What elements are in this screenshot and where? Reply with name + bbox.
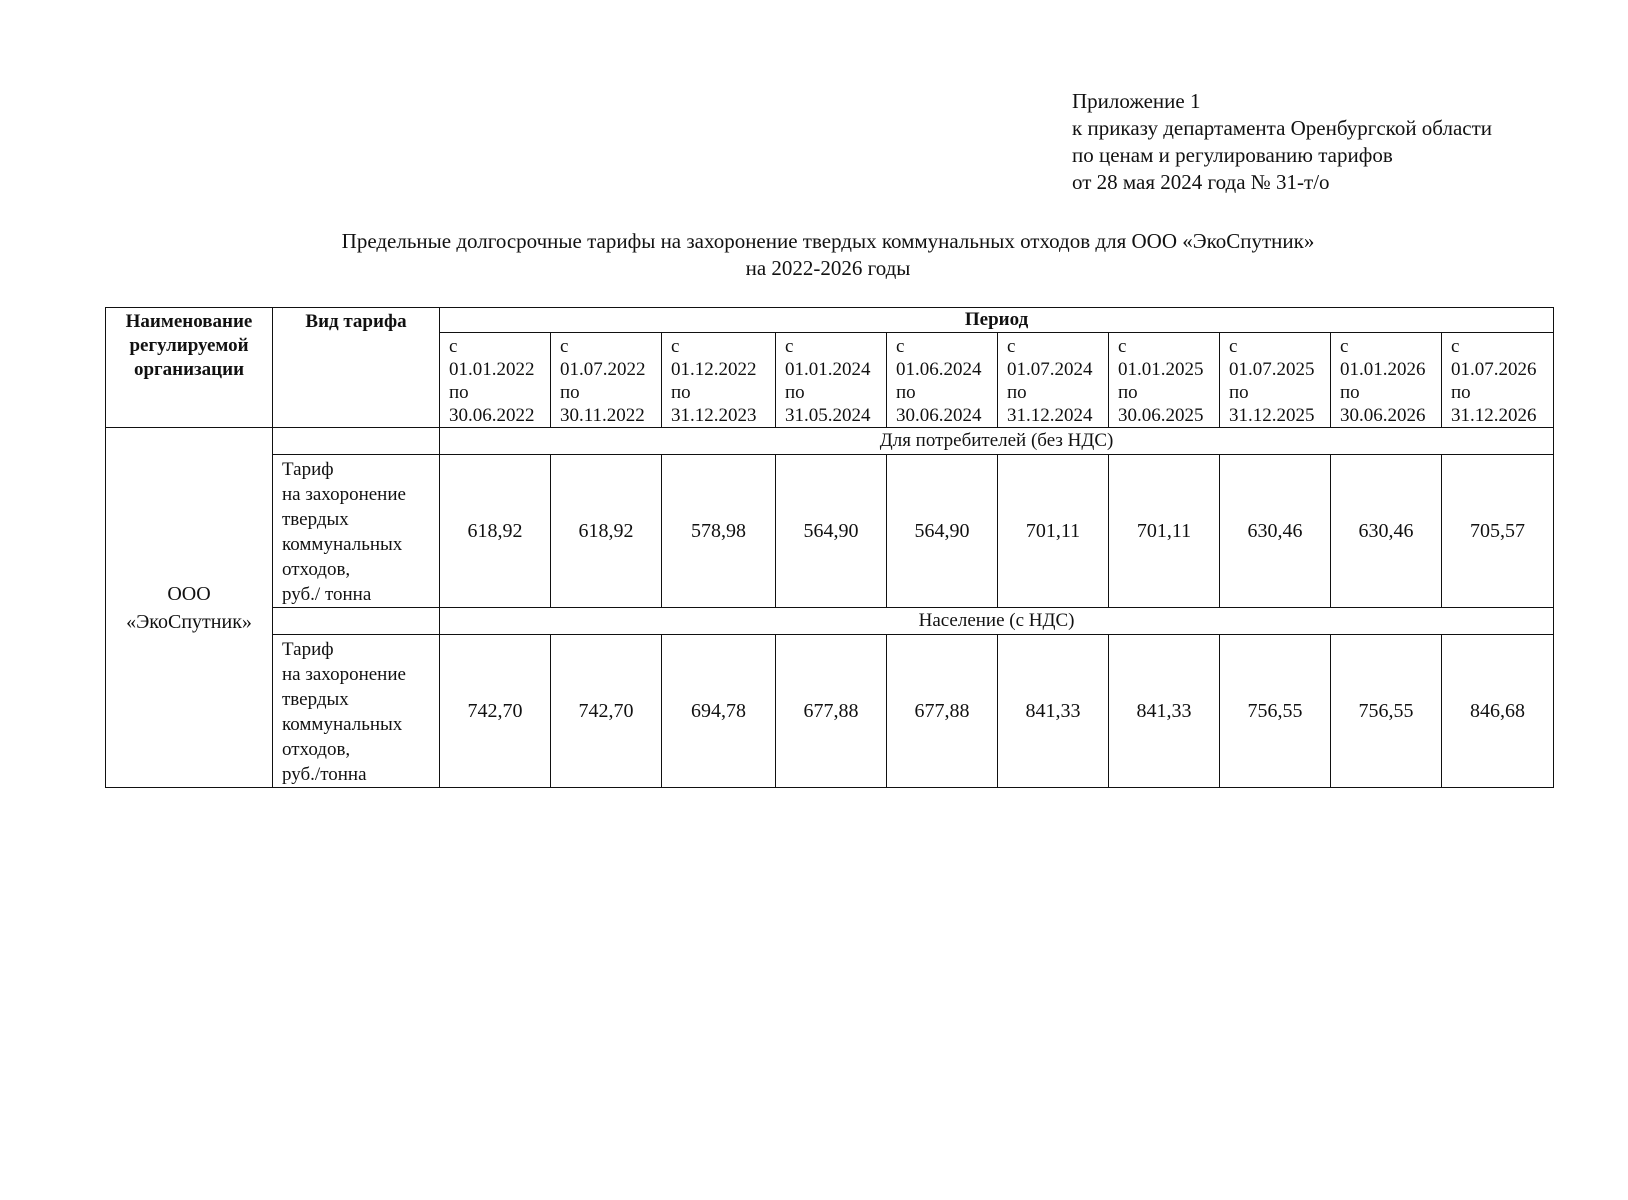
period-from: 01.01.2024	[785, 359, 871, 380]
period-cell	[440, 333, 551, 428]
period-from: 01.12.2022	[671, 359, 757, 380]
tariff-value: 694,78	[662, 635, 776, 788]
period-from: 01.07.2025	[1229, 359, 1315, 380]
appendix-line: от 28 мая 2024 года № 31-т/о	[1072, 170, 1330, 194]
period-from: 01.06.2024	[896, 359, 982, 380]
period-to: 30.06.2026	[1340, 405, 1426, 426]
period-po: по	[896, 382, 916, 403]
tariff-type-cell	[273, 455, 440, 608]
appendix-line: к приказу департамента Оренбургской области	[1072, 116, 1492, 140]
tariff-value: 841,33	[998, 635, 1109, 788]
period-cell	[1109, 333, 1220, 428]
table-row	[106, 455, 1554, 608]
group-row	[106, 428, 1554, 455]
group-label-consumers: Для потребителей (без НДС)	[440, 428, 1554, 455]
period-to: 30.06.2022	[449, 405, 535, 426]
header-tariff-type: Вид тарифа	[273, 308, 440, 428]
tariff-type-line: отходов,	[282, 739, 351, 760]
period-to: 30.11.2022	[560, 405, 645, 426]
period-to: 31.05.2024	[785, 405, 871, 426]
tariff-value: 756,55	[1331, 635, 1442, 788]
tariff-value: 630,46	[1331, 455, 1442, 608]
period-c: с	[896, 336, 905, 357]
period-from: 01.07.2024	[1007, 359, 1093, 380]
tariff-type-line: на захоронение	[282, 664, 406, 685]
appendix-line: Приложение 1	[1072, 89, 1201, 113]
group-label-population: Население (с НДС)	[440, 608, 1554, 635]
period-c: с	[1118, 336, 1127, 357]
tariff-value: 564,90	[887, 455, 998, 608]
period-from: 01.07.2022	[560, 359, 646, 380]
tariff-value: 756,55	[1220, 635, 1331, 788]
tariff-value: 841,33	[1109, 635, 1220, 788]
period-to: 30.06.2025	[1118, 405, 1204, 426]
tariff-value: 578,98	[662, 455, 776, 608]
period-c: с	[671, 336, 680, 357]
tariff-value: 705,57	[1442, 455, 1554, 608]
period-to: 31.12.2026	[1451, 405, 1537, 426]
period-po: по	[1340, 382, 1360, 403]
group-row	[106, 608, 1554, 635]
period-po: по	[560, 382, 580, 403]
period-c: с	[785, 336, 794, 357]
period-from: 01.01.2025	[1118, 359, 1204, 380]
appendix-reference	[1072, 88, 1492, 196]
period-cell	[551, 333, 662, 428]
tariff-value: 846,68	[1442, 635, 1554, 788]
period-po: по	[671, 382, 691, 403]
tariff-table	[105, 307, 1554, 788]
period-po: по	[1229, 382, 1249, 403]
period-from: 01.01.2026	[1340, 359, 1426, 380]
appendix-line: по ценам и регулированию тарифов	[1072, 143, 1393, 167]
period-po: по	[1118, 382, 1138, 403]
title-line-1: Предельные долгосрочные тарифы на захоронение твердых коммунальных отходов для ООО «ЭкоСпутник»	[341, 229, 1315, 253]
tariff-type-cell	[273, 635, 440, 788]
period-to: 31.12.2024	[1007, 405, 1093, 426]
tariff-value: 677,88	[887, 635, 998, 788]
period-c: с	[1340, 336, 1349, 357]
header-period: Период	[440, 308, 1554, 333]
period-po: по	[1007, 382, 1027, 403]
tariff-type-line: коммунальных	[282, 534, 403, 555]
tariff-type-line: коммунальных	[282, 714, 403, 735]
period-po: по	[1451, 382, 1471, 403]
tariff-type-line: твердых	[282, 509, 349, 530]
tariff-value: 677,88	[776, 635, 887, 788]
tariff-type-line: твердых	[282, 689, 349, 710]
tariff-value: 701,11	[1109, 455, 1220, 608]
header-row	[106, 308, 1554, 333]
period-c: с	[1007, 336, 1016, 357]
period-c: с	[1451, 336, 1460, 357]
period-cell	[887, 333, 998, 428]
tariff-type-line: отходов,	[282, 559, 351, 580]
org-name: ООО «ЭкоСпутник»	[106, 428, 273, 788]
period-cell	[776, 333, 887, 428]
tariff-type-line: Тариф	[282, 639, 334, 660]
tariff-type-line: руб./тонна	[282, 764, 367, 785]
group-spacer	[273, 428, 440, 455]
period-to: 30.06.2024	[896, 405, 982, 426]
group-spacer	[273, 608, 440, 635]
title-line-2: на 2022-2026 годы	[745, 256, 911, 280]
period-cell	[1331, 333, 1442, 428]
tariff-value: 630,46	[1220, 455, 1331, 608]
period-c: с	[560, 336, 569, 357]
period-c: с	[1229, 336, 1238, 357]
period-po: по	[449, 382, 469, 403]
period-from: 01.07.2026	[1451, 359, 1537, 380]
tariff-value: 742,70	[440, 635, 551, 788]
period-to: 31.12.2023	[671, 405, 757, 426]
table-row	[106, 635, 1554, 788]
tariff-type-line: на захоронение	[282, 484, 406, 505]
period-cell	[662, 333, 776, 428]
period-cell	[998, 333, 1109, 428]
period-cell	[1220, 333, 1331, 428]
period-c: с	[449, 336, 458, 357]
tariff-value: 564,90	[776, 455, 887, 608]
period-po: по	[785, 382, 805, 403]
tariff-type-line: руб./ тонна	[282, 584, 372, 605]
tariff-value: 618,92	[440, 455, 551, 608]
header-org: Наименование регулируемой организации	[106, 308, 273, 428]
document-title	[0, 228, 1628, 282]
tariff-value: 618,92	[551, 455, 662, 608]
tariff-type-line: Тариф	[282, 459, 334, 480]
tariff-value: 742,70	[551, 635, 662, 788]
tariff-value: 701,11	[998, 455, 1109, 608]
period-from: 01.01.2022	[449, 359, 535, 380]
period-to: 31.12.2025	[1229, 405, 1315, 426]
period-cell	[1442, 333, 1554, 428]
